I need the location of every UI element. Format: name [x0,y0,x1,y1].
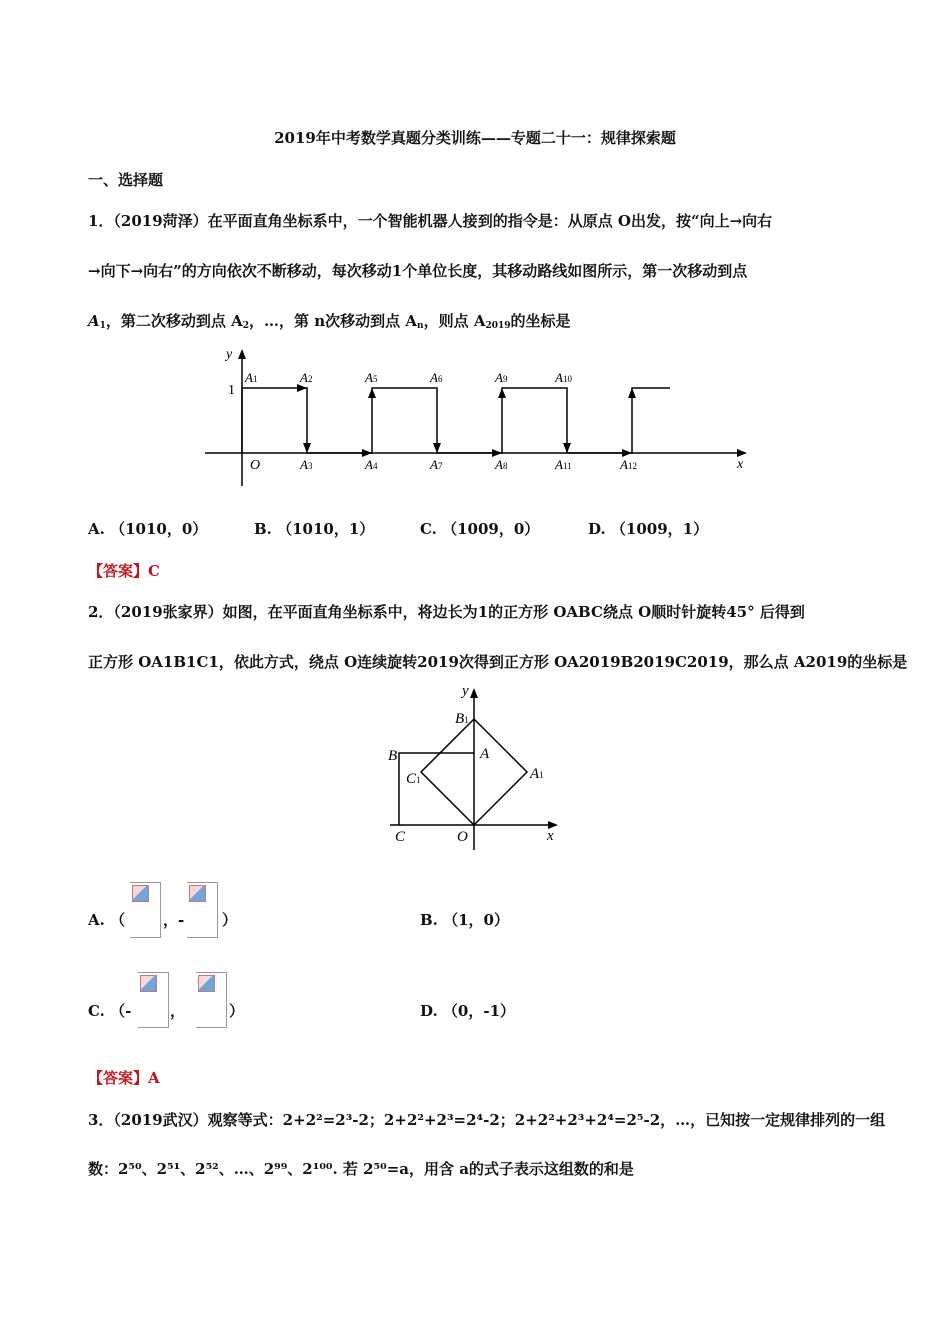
page-title: 2019年中考数学真题分类训练——专题二十一：规律探索题 [274,129,676,147]
fig1-x-label: x [737,457,744,472]
image-placeholder-icon [189,885,206,902]
q2-line2: 正方形 OA1B1C1，依此方式，绕点 O连续旋转2019次得到正方形 OA2019B2019C2019，那么点 A2019的坐标是 [88,653,908,671]
fig1-label-A12: A12 [620,457,637,472]
broken-image-icon [130,882,161,938]
q2-option-a-open: A. （ [88,911,126,929]
fig1-label-A1: A1 [245,370,258,385]
q2-option-c-close: ） [229,1002,245,1020]
q3-line2: 数：2⁵⁰、2⁵¹、2⁵²、…、2⁹⁹、2¹⁰⁰. 若 2⁵⁰=a，用含 a的式子表示这组数的和是 [88,1160,634,1178]
fig2-label-C1: C1 [406,771,421,787]
q2-figure [380,680,580,855]
fig2-label-B: B [388,748,398,764]
fig1-label-A7: A7 [430,457,443,472]
fig1-label-A5: A5 [365,370,378,385]
q1-option-d: D. （1009，1） [588,520,709,538]
fig1-label-A6: A6 [430,370,443,385]
image-placeholder-icon [140,975,157,992]
broken-image-icon [138,972,169,1028]
q1-option-c: C. （1009，0） [420,520,540,538]
fig1-origin-label: O [250,458,261,473]
fig2-y-label: y [462,683,469,699]
q1-option-b: B. （1010，1） [254,520,375,538]
q1-figure [195,340,765,500]
fig1-tick-1: 1 [228,383,235,398]
fig2-label-O: O [457,829,468,845]
fig2-x-label: x [547,828,554,844]
image-placeholder-icon [132,885,149,902]
fig1-y-label: y [226,347,233,362]
q3-line1: 3．（2019武汉）观察等式：2+2²=2³-2；2+2²+2³=2⁴-2；2+2²+2³+2⁴=2⁵-2，…，已知按一定规律排列的一组 [88,1111,886,1129]
q1-option-a: A. （1010，0） [88,520,208,538]
fig1-label-A3: A3 [300,457,313,472]
broken-image-icon [196,972,227,1028]
fig2-label-C: C [395,829,406,845]
fig1-label-A11: A11 [555,457,572,472]
section-heading: 一、选择题 [88,171,164,189]
q1-line3: $A_1$，第二次移动到点 $A_2$，…，第 n次移动到点 $A_n$，则点 $A_{2019}$的坐标是 [88,312,571,331]
q2-option-d: D. （0，-1） [420,1002,516,1020]
fig1-label-A8: A8 [495,457,508,472]
q2-option-a-mid: ，- [163,911,185,929]
fig1-label-A4: A4 [365,457,378,472]
q1-line2: →向下→向右”的方向依次不断移动，每次移动1个单位长度，其移动路线如图所示，第一次移动到点 [88,262,748,280]
fig1-label-A2: A2 [300,370,313,385]
q1-answer: 【答案】C [88,562,160,580]
broken-image-icon [187,882,218,938]
fig1-label-A10: A10 [555,370,572,385]
fig2-label-A: A [480,746,490,762]
image-placeholder-icon [198,975,215,992]
fig2-label-B1: B1 [455,711,469,727]
q2-option-c-open: C. （- [88,1002,132,1020]
fig2-label-A1: A1 [530,766,544,782]
q1-line1: 1．（2019菏泽）在平面直角坐标系中，一个智能机器人接到的指令是：从原点 O出发，按“向上→向右 [88,212,773,230]
fig1-label-A9: A9 [495,370,508,385]
q2-option-c-mid: ， [170,1002,186,1020]
q2-answer: 【答案】A [88,1069,160,1087]
q2-line1: 2．（2019张家界）如图，在平面直角坐标系中，将边长为1的正方形 OABC绕点 O顺时针旋转45° 后得到 [88,603,805,621]
q2-option-a-close: ） [222,911,238,929]
q2-option-b: B. （1，0） [420,911,509,929]
